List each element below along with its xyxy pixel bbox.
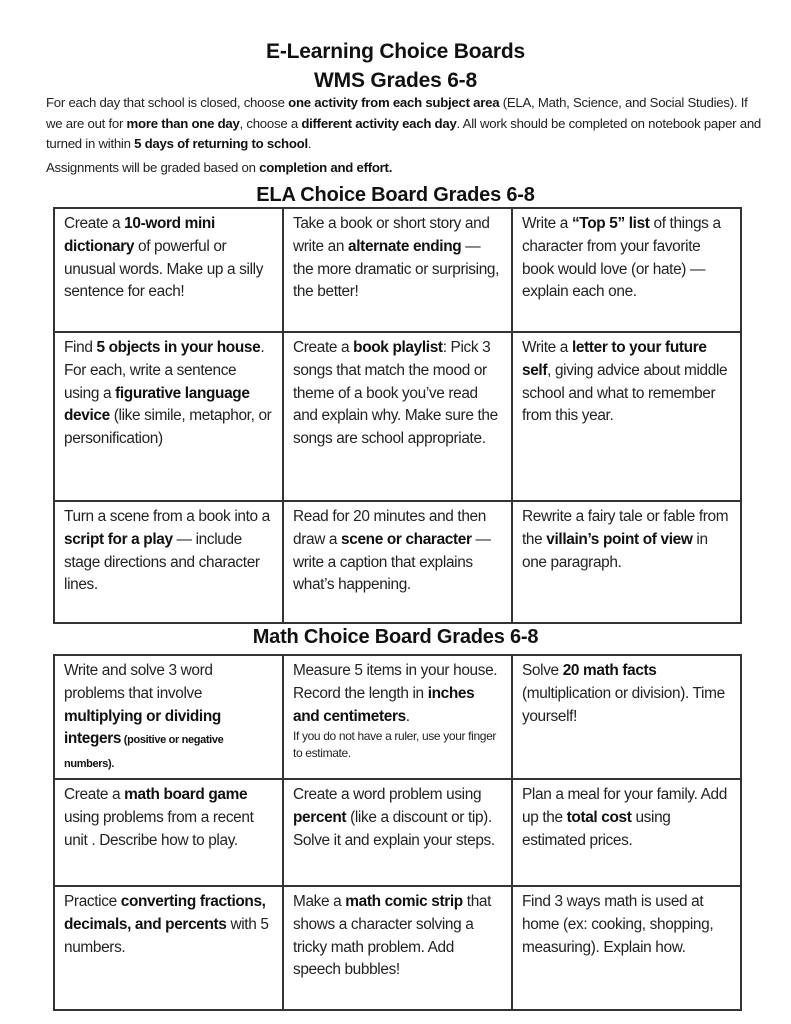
activity-cell xyxy=(283,779,512,886)
activity-cell xyxy=(54,501,283,623)
activity-cell xyxy=(283,886,512,1010)
text: of powerful or unusual words. Make up a silly sentence for each! xyxy=(64,237,264,301)
activity-cell xyxy=(283,208,512,332)
text: Find xyxy=(64,339,97,356)
bold-text: “Top 5” list xyxy=(571,215,650,232)
text: — include stage directions and character lines. xyxy=(64,530,260,594)
text: If you do not have a ruler, use your finger to estimate. xyxy=(293,729,497,761)
bold-text: figurative language device xyxy=(64,384,250,425)
bold-text: (positive or negative numbers) xyxy=(64,734,224,771)
text: . For each, write a sentence using a xyxy=(64,339,265,402)
bold-text: inches and centimeters xyxy=(293,684,475,725)
bold-text: . xyxy=(388,160,393,175)
text: (multiplication or division). Time yourself! xyxy=(522,684,725,725)
bold-text: 5 objects in your house xyxy=(96,339,261,356)
text: with 5 numbers. xyxy=(64,915,269,956)
bold-text: percent xyxy=(293,808,347,826)
activity-cell xyxy=(512,501,741,623)
text: in one paragraph. xyxy=(522,530,708,571)
text: Find 3 ways math is used at home (ex: cooking, shopping, measuring). Explain how. xyxy=(522,892,714,956)
text: Create a xyxy=(64,215,125,232)
text: Make a xyxy=(293,892,346,910)
bold-text: book playlist xyxy=(353,339,443,356)
bold-text: total cost xyxy=(566,808,632,826)
document-title: E-Learning Choice Boards xyxy=(266,40,525,63)
bold-text: converting fractions, decimals, and percents xyxy=(64,892,266,933)
text: Measure 5 items in your house. Record the length in xyxy=(293,662,498,702)
bold-text: 10-word mini dictionary xyxy=(64,215,215,255)
text: Create a xyxy=(64,785,125,803)
text: Write and solve 3 word problems that involve xyxy=(64,662,213,702)
bold-text: villain’s point of view xyxy=(546,530,693,548)
text: (like simile, metaphor, or personification) xyxy=(64,407,272,448)
table-row xyxy=(54,655,741,779)
text: using estimated prices. xyxy=(522,808,671,849)
text: (ELA, Math, Science, and Social Studies). If we are out for xyxy=(46,95,748,131)
text: . xyxy=(111,758,115,771)
math-choice-board xyxy=(53,654,742,1011)
bold-text: 20 math facts xyxy=(562,662,657,679)
bold-text: different activity each day xyxy=(301,115,457,131)
text: Take a book or short story and write an xyxy=(293,215,490,255)
activity-cell xyxy=(54,655,283,779)
text: Create a xyxy=(293,339,354,356)
text: . All work should be completed on notebook paper and turned in within xyxy=(46,115,761,151)
bold-text: script for a play xyxy=(64,530,173,548)
text: Write a xyxy=(522,339,572,356)
activity-cell xyxy=(512,208,741,332)
bold-text: math board game xyxy=(124,785,248,803)
activity-cell xyxy=(54,886,283,1010)
activity-cell xyxy=(54,208,283,332)
text: Plan a meal for your family. Add up the xyxy=(522,785,727,826)
text: Write a xyxy=(522,215,572,232)
bold-text: letter to your future self xyxy=(522,339,707,379)
bold-text: scene or character xyxy=(341,530,472,548)
text: : Pick 3 songs that match the mood or theme of a book you’ve read and explain why. Make sure the songs are school appropriate. xyxy=(293,339,498,448)
text: Solve xyxy=(522,662,563,679)
text: , choose a xyxy=(239,115,302,131)
text: . xyxy=(307,136,312,151)
table-row xyxy=(54,332,741,501)
bold-text: multiplying or dividing integers xyxy=(64,707,221,748)
activity-cell xyxy=(283,332,512,501)
text: For each day that school is closed, choose xyxy=(46,95,289,110)
activity-cell xyxy=(54,779,283,886)
text: Assignments will be graded based on xyxy=(46,160,260,175)
text: — the more dramatic or surprising, the better! xyxy=(293,237,500,301)
ela-board-title: ELA Choice Board Grades 6-8 xyxy=(256,184,535,206)
activity-cell xyxy=(512,886,741,1010)
table-row xyxy=(54,208,741,332)
text: Practice xyxy=(64,892,121,910)
text: of things a character from your favorite book would love (or hate) — explain each one. xyxy=(522,215,721,301)
ela-choice-board xyxy=(53,207,742,624)
math-board-title: Math Choice Board Grades 6-8 xyxy=(252,626,539,648)
activity-cell xyxy=(512,655,741,779)
activity-cell xyxy=(54,332,283,501)
activity-cell xyxy=(283,655,512,779)
bold-text: completion and effort xyxy=(259,160,389,175)
table-row xyxy=(54,779,741,886)
text: — write a caption that explains what’s happening. xyxy=(293,530,491,594)
instructions-paragraph xyxy=(46,93,766,155)
text: Turn a scene from a book into a xyxy=(64,508,270,525)
text: using problems from a recent unit . Describe how to play. xyxy=(64,808,254,849)
activity-cell xyxy=(283,501,512,623)
text: Rewrite a fairy tale or fable from the xyxy=(522,508,729,548)
text: that shows a character solving a tricky math problem. Add speech bubbles! xyxy=(293,892,492,979)
bold-text: math comic strip xyxy=(345,892,463,910)
table-row xyxy=(54,886,741,1010)
activity-cell xyxy=(512,332,741,501)
text: Create a word problem using xyxy=(293,785,482,803)
grading-note xyxy=(46,158,766,179)
text: . xyxy=(405,707,410,725)
document-subtitle: WMS Grades 6-8 xyxy=(314,69,477,92)
text: (like a discount or tip). Solve it and explain your steps. xyxy=(293,808,495,849)
text: Read for 20 minutes and then draw a xyxy=(293,508,486,548)
text: , giving advice about middle school and what to remember from this year. xyxy=(522,361,728,425)
activity-cell xyxy=(512,779,741,886)
bold-text: alternate ending xyxy=(348,237,462,255)
bold-text: one activity from each subject area xyxy=(288,95,500,110)
bold-text: 5 days of returning to school xyxy=(134,136,308,151)
table-row xyxy=(54,501,741,623)
bold-text: more than one day xyxy=(126,115,240,131)
